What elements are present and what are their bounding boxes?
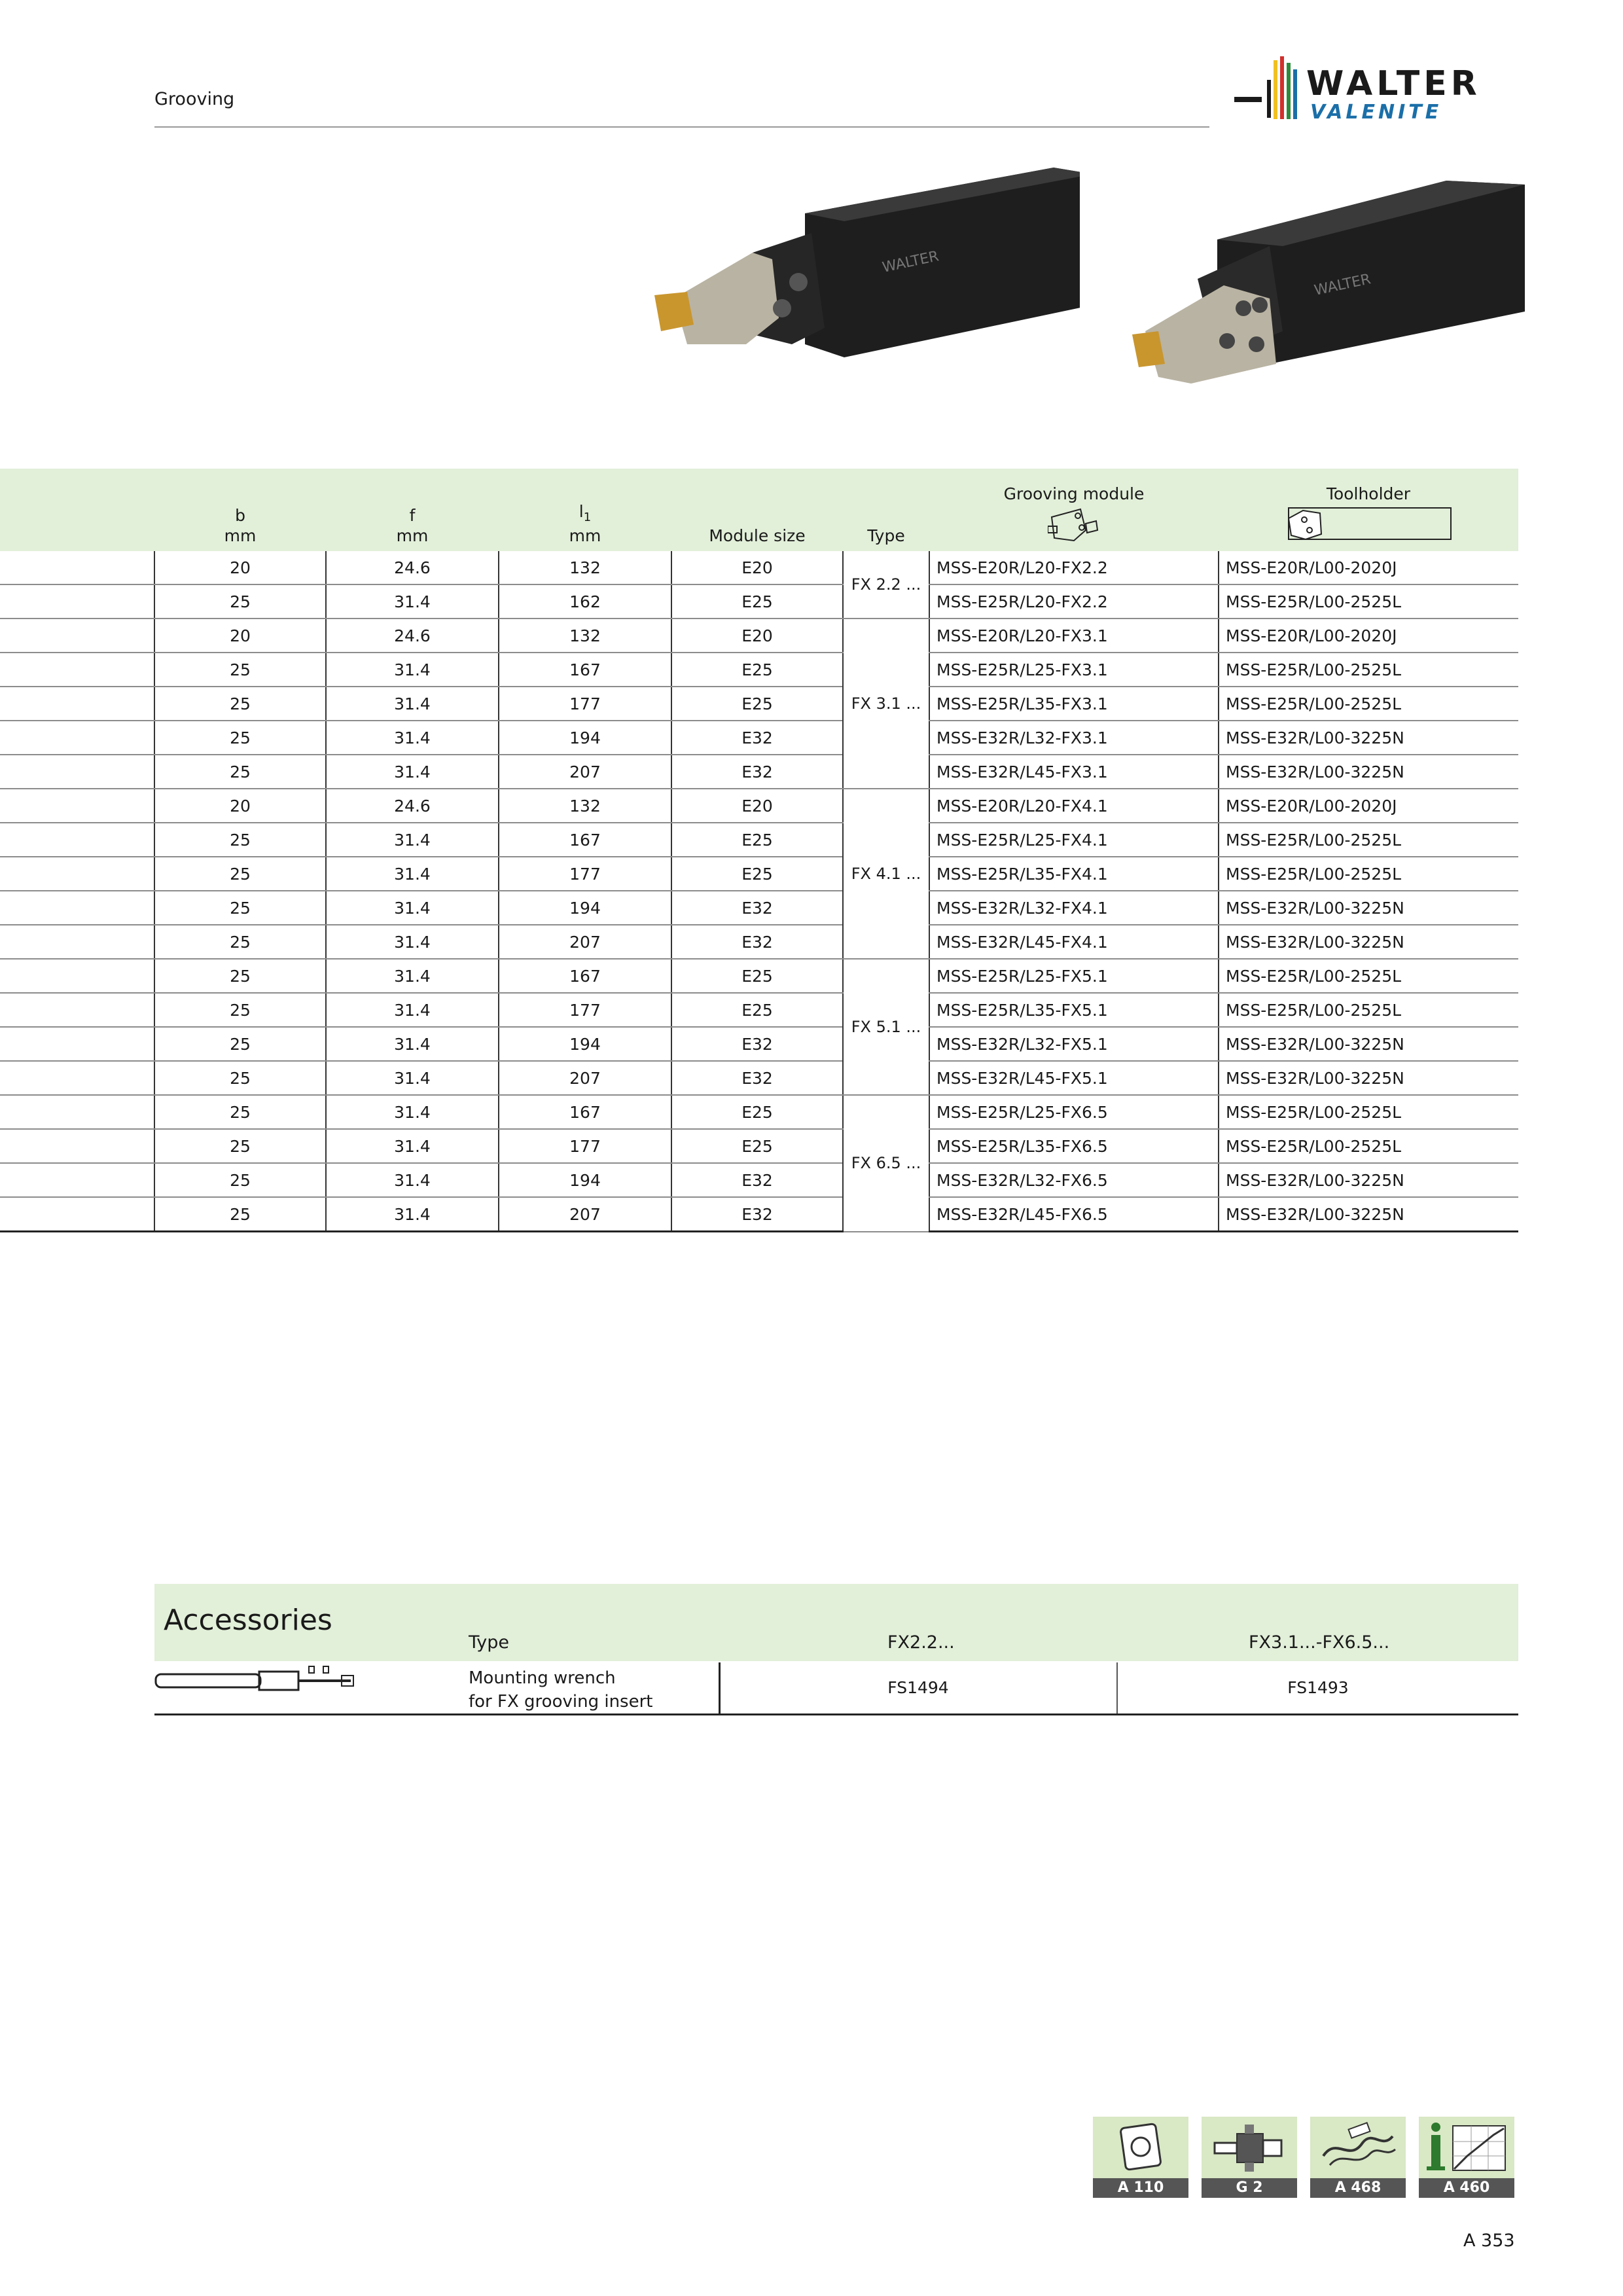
insert-icon <box>1093 2117 1188 2178</box>
cell-f: 24.6 <box>326 789 499 823</box>
walter-valenite-logo <box>1234 56 1509 130</box>
table-row <box>0 653 1518 687</box>
reference-a460[interactable] <box>1419 2117 1514 2198</box>
wrench-icon <box>154 1664 357 1698</box>
reference-a110[interactable] <box>1093 2117 1188 2198</box>
row-lead-cell <box>0 653 154 687</box>
header-divider <box>154 126 1209 128</box>
cell-b: 20 <box>154 551 326 584</box>
cell-f: 31.4 <box>326 1163 499 1197</box>
cell-f: 31.4 <box>326 1061 499 1095</box>
cell-l1: 167 <box>499 823 671 857</box>
cell-b: 25 <box>154 653 326 687</box>
cell-f: 31.4 <box>326 1197 499 1232</box>
cell-b: 25 <box>154 687 326 721</box>
cell-b: 25 <box>154 993 326 1027</box>
row-lead-cell <box>0 789 154 823</box>
cell-toolholder: MSS-E32R/L00-3225N <box>1219 1197 1518 1232</box>
cell-l1: 207 <box>499 1061 671 1095</box>
cell-toolholder: MSS-E25R/L00-2525L <box>1219 687 1518 721</box>
header-b: b mm <box>154 469 326 551</box>
table-row <box>0 551 1518 584</box>
cell-l1: 167 <box>499 1095 671 1129</box>
cell-module-size: E32 <box>671 755 843 789</box>
table-body <box>0 551 1518 1232</box>
accessories-fx31-value: FS1493 <box>1287 1678 1349 1697</box>
cell-grooving-module: MSS-E25R/L25-FX5.1 <box>929 959 1219 993</box>
cell-f: 31.4 <box>326 687 499 721</box>
row-lead-cell <box>0 993 154 1027</box>
row-lead-cell <box>0 823 154 857</box>
cell-b: 25 <box>154 1163 326 1197</box>
cell-grooving-module: MSS-E32R/L45-FX6.5 <box>929 1197 1219 1232</box>
row-lead-cell <box>0 857 154 891</box>
cell-b: 20 <box>154 619 326 653</box>
cell-f: 31.4 <box>326 1129 499 1163</box>
grooving-tool-photo-1 <box>648 168 1080 357</box>
cell-module-size: E20 <box>671 619 843 653</box>
table-row <box>0 857 1518 891</box>
cell-module-size: E25 <box>671 687 843 721</box>
cell-module-size: E20 <box>671 789 843 823</box>
cell-grooving-module: MSS-E25R/L35-FX4.1 <box>929 857 1219 891</box>
accessories-type-header: Type <box>469 1632 510 1653</box>
cell-b: 25 <box>154 891 326 925</box>
table-row <box>0 584 1518 619</box>
cell-l1: 167 <box>499 653 671 687</box>
grooving-tool-photo-2 <box>1119 168 1525 403</box>
cell-f: 31.4 <box>326 755 499 789</box>
cell-f: 31.4 <box>326 823 499 857</box>
cell-f: 31.4 <box>326 857 499 891</box>
cell-l1: 207 <box>499 925 671 959</box>
header-spacer <box>0 469 154 551</box>
cell-l1: 132 <box>499 551 671 584</box>
header-module-size: Module size <box>671 469 843 551</box>
reference-label: A 468 <box>1310 2178 1406 2198</box>
cell-l1: 207 <box>499 755 671 789</box>
cell-grooving-module: MSS-E32R/L45-FX5.1 <box>929 1061 1219 1095</box>
cell-module-size: E32 <box>671 891 843 925</box>
cell-toolholder: MSS-E25R/L00-2525L <box>1219 584 1518 619</box>
section-title: Grooving <box>154 89 235 109</box>
cell-l1: 177 <box>499 687 671 721</box>
table-row <box>0 1061 1518 1095</box>
header-grooving-module: Grooving module <box>929 469 1219 551</box>
chip-icon <box>1310 2117 1406 2178</box>
cell-b: 25 <box>154 1197 326 1232</box>
cell-l1: 194 <box>499 721 671 755</box>
cell-toolholder: MSS-E25R/L00-2525L <box>1219 993 1518 1027</box>
cell-module-size: E25 <box>671 959 843 993</box>
cell-type: FX 2.2 ... <box>843 551 929 619</box>
row-lead-cell <box>0 1061 154 1095</box>
table-row <box>0 891 1518 925</box>
cell-toolholder: MSS-E25R/L00-2525L <box>1219 1095 1518 1129</box>
page-number: A 353 <box>1463 2231 1515 2251</box>
cell-b: 20 <box>154 789 326 823</box>
cell-module-size: E25 <box>671 993 843 1027</box>
cell-f: 31.4 <box>326 721 499 755</box>
cell-toolholder: MSS-E32R/L00-3225N <box>1219 891 1518 925</box>
cell-grooving-module: MSS-E25R/L35-FX3.1 <box>929 687 1219 721</box>
cell-toolholder: MSS-E20R/L00-2020J <box>1219 619 1518 653</box>
row-lead-cell <box>0 687 154 721</box>
cell-l1: 167 <box>499 959 671 993</box>
cell-grooving-module: MSS-E20R/L20-FX2.2 <box>929 551 1219 584</box>
table-row <box>0 755 1518 789</box>
cell-grooving-module: MSS-E32R/L45-FX4.1 <box>929 925 1219 959</box>
cell-l1: 194 <box>499 1027 671 1061</box>
cell-toolholder: MSS-E32R/L00-3225N <box>1219 1061 1518 1095</box>
cell-type: FX 6.5 ... <box>843 1095 929 1232</box>
cell-f: 31.4 <box>326 993 499 1027</box>
cell-f: 24.6 <box>326 551 499 584</box>
grooving-module-icon <box>1048 504 1100 542</box>
cell-b: 25 <box>154 584 326 619</box>
cell-grooving-module: MSS-E20R/L20-FX3.1 <box>929 619 1219 653</box>
header-l1: $l_1$ mm <box>499 469 671 551</box>
cell-grooving-module: MSS-E25R/L35-FX6.5 <box>929 1129 1219 1163</box>
cell-grooving-module: MSS-E20R/L20-FX4.1 <box>929 789 1219 823</box>
grooving-modules-table <box>0 469 1518 1232</box>
row-lead-cell <box>0 959 154 993</box>
accessories-fx31-header: FX3.1...-FX6.5... <box>1249 1632 1390 1653</box>
cell-f: 31.4 <box>326 925 499 959</box>
accessories-fx22-value: FS1494 <box>887 1678 949 1697</box>
logo-walter-text: WALTER <box>1306 64 1481 103</box>
accessories-fx22-header: FX2.2... <box>887 1632 955 1653</box>
cell-l1: 132 <box>499 789 671 823</box>
cell-type: FX 4.1 ... <box>843 789 929 959</box>
cell-toolholder: MSS-E32R/L00-3225N <box>1219 755 1518 789</box>
row-lead-cell <box>0 755 154 789</box>
header-f: f mm <box>326 469 499 551</box>
row-lead-cell <box>0 1095 154 1129</box>
table-row <box>0 1095 1518 1129</box>
reference-label: A 460 <box>1419 2178 1514 2198</box>
cell-f: 31.4 <box>326 584 499 619</box>
cell-module-size: E25 <box>671 1095 843 1129</box>
cell-module-size: E25 <box>671 653 843 687</box>
cell-b: 25 <box>154 755 326 789</box>
cell-b: 25 <box>154 925 326 959</box>
table-row <box>0 1197 1518 1232</box>
cell-f: 31.4 <box>326 653 499 687</box>
reference-g2[interactable] <box>1202 2117 1297 2198</box>
table-row <box>0 1163 1518 1197</box>
reference-label: G 2 <box>1202 2178 1297 2198</box>
cell-l1: 162 <box>499 584 671 619</box>
cell-toolholder: MSS-E25R/L00-2525L <box>1219 1129 1518 1163</box>
accessories-item-description: Mounting wrench for FX grooving insert <box>469 1668 653 1712</box>
row-lead-cell <box>0 619 154 653</box>
cell-module-size: E25 <box>671 857 843 891</box>
cell-toolholder: MSS-E25R/L00-2525L <box>1219 959 1518 993</box>
table-row <box>0 959 1518 993</box>
row-lead-cell <box>0 925 154 959</box>
cell-grooving-module: MSS-E32R/L32-FX5.1 <box>929 1027 1219 1061</box>
toolholder-icon <box>1283 504 1454 542</box>
cell-module-size: E32 <box>671 925 843 959</box>
cell-toolholder: MSS-E20R/L00-2020J <box>1219 551 1518 584</box>
cell-l1: 194 <box>499 1163 671 1197</box>
cell-toolholder: MSS-E25R/L00-2525L <box>1219 653 1518 687</box>
cell-toolholder: MSS-E32R/L00-3225N <box>1219 1027 1518 1061</box>
table-row <box>0 721 1518 755</box>
cell-toolholder: MSS-E25R/L00-2525L <box>1219 857 1518 891</box>
cell-toolholder: MSS-E20R/L00-2020J <box>1219 789 1518 823</box>
row-lead-cell <box>0 551 154 584</box>
cell-b: 25 <box>154 959 326 993</box>
cell-grooving-module: MSS-E32R/L32-FX4.1 <box>929 891 1219 925</box>
svg-text:WALTER: WALTER <box>881 248 940 276</box>
cell-grooving-module: MSS-E25R/L25-FX6.5 <box>929 1095 1219 1129</box>
row-lead-cell <box>0 891 154 925</box>
cell-b: 25 <box>154 823 326 857</box>
table-row <box>0 925 1518 959</box>
table-row <box>0 687 1518 721</box>
row-lead-cell <box>0 1197 154 1232</box>
cell-f: 31.4 <box>326 1027 499 1061</box>
cell-f: 24.6 <box>326 619 499 653</box>
cell-l1: 207 <box>499 1197 671 1232</box>
cell-b: 25 <box>154 1129 326 1163</box>
cell-b: 25 <box>154 1095 326 1129</box>
cell-module-size: E25 <box>671 1129 843 1163</box>
cell-grooving-module: MSS-E25R/L25-FX3.1 <box>929 653 1219 687</box>
cell-toolholder: MSS-E32R/L00-3225N <box>1219 1163 1518 1197</box>
cell-l1: 177 <box>499 857 671 891</box>
reference-a468[interactable] <box>1310 2117 1406 2198</box>
cell-module-size: E20 <box>671 551 843 584</box>
table-row <box>0 619 1518 653</box>
row-lead-cell <box>0 1163 154 1197</box>
tool-holder-icon <box>1202 2117 1297 2178</box>
table-row <box>0 789 1518 823</box>
table-row <box>0 993 1518 1027</box>
cell-f: 31.4 <box>326 959 499 993</box>
cell-type: FX 5.1 ... <box>843 959 929 1095</box>
cell-b: 25 <box>154 1027 326 1061</box>
table-row <box>0 1129 1518 1163</box>
logo-mark-icon <box>1234 56 1306 130</box>
info-chart-icon <box>1419 2117 1514 2178</box>
logo-valenite-text: VALENITE <box>1310 101 1442 124</box>
cell-module-size: E32 <box>671 1197 843 1232</box>
cell-b: 25 <box>154 857 326 891</box>
table-header-row <box>0 469 1518 551</box>
cell-grooving-module: MSS-E32R/L32-FX3.1 <box>929 721 1219 755</box>
cell-toolholder: MSS-E32R/L00-3225N <box>1219 925 1518 959</box>
cell-toolholder: MSS-E25R/L00-2525L <box>1219 823 1518 857</box>
cell-grooving-module: MSS-E25R/L25-FX4.1 <box>929 823 1219 857</box>
cell-l1: 177 <box>499 1129 671 1163</box>
table-row <box>0 823 1518 857</box>
cell-l1: 177 <box>499 993 671 1027</box>
cell-module-size: E32 <box>671 1061 843 1095</box>
header-toolholder: Toolholder <box>1219 469 1518 551</box>
cell-type: FX 3.1 ... <box>843 619 929 789</box>
row-lead-cell <box>0 721 154 755</box>
cell-l1: 132 <box>499 619 671 653</box>
cell-module-size: E25 <box>671 823 843 857</box>
cell-module-size: E25 <box>671 584 843 619</box>
cell-grooving-module: MSS-E25R/L20-FX2.2 <box>929 584 1219 619</box>
row-lead-cell <box>0 1129 154 1163</box>
cell-grooving-module: MSS-E32R/L32-FX6.5 <box>929 1163 1219 1197</box>
cell-module-size: E32 <box>671 1027 843 1061</box>
cell-grooving-module: MSS-E32R/L45-FX3.1 <box>929 755 1219 789</box>
row-lead-cell <box>0 584 154 619</box>
cell-module-size: E32 <box>671 1163 843 1197</box>
cell-b: 25 <box>154 1061 326 1095</box>
row-lead-cell <box>0 1027 154 1061</box>
cell-f: 31.4 <box>326 1095 499 1129</box>
cell-f: 31.4 <box>326 891 499 925</box>
cell-toolholder: MSS-E32R/L00-3225N <box>1219 721 1518 755</box>
cell-module-size: E32 <box>671 721 843 755</box>
header-type: Type <box>843 469 929 551</box>
cell-b: 25 <box>154 721 326 755</box>
svg-text:WALTER: WALTER <box>1313 271 1372 299</box>
cell-l1: 194 <box>499 891 671 925</box>
accessories-title: Accessories <box>164 1604 332 1637</box>
reference-label: A 110 <box>1093 2178 1188 2198</box>
cell-grooving-module: MSS-E25R/L35-FX5.1 <box>929 993 1219 1027</box>
table-row <box>0 1027 1518 1061</box>
